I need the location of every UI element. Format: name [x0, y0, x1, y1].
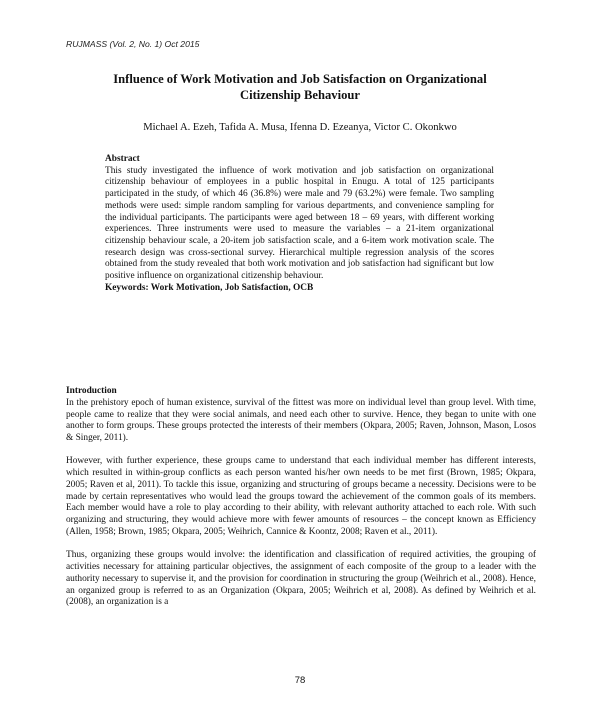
author-list: Michael A. Ezeh, Tafida A. Musa, Ifenna D. Ezeanya, Victor C. Okonkwo — [143, 122, 457, 133]
page-number: 78 — [294, 675, 306, 686]
abstract-text: This study investigated the influence of work motivation and job satisfaction on organizational citizenship behaviour of employees in a public hospital in Enugu. A total of 125 participants participated in the study, of which 46 (36.8%) were male and 79 (63.2%) were female. Two sampling methods were used: simple random sampling for various departments, and convenience sampling for the individual participants. The participants were aged between 18 – 69 years, with different working experiences. Three instruments were used to measure the variables – a 21-item organizational citizenship behaviour scale, a 20-item job satisfaction scale, and a 6-item work motivation scale. The research design was cross-sectional survey. Hierarchical multiple regression analysis of the scores obtained from the study revealed that both work motivation and job satisfaction had significant but low positive influence on organizational citizenship behaviour. — [105, 165, 494, 282]
paragraph-3: Thus, organizing these groups would involve: the identification and classification of required activities, the grouping of activities necessary for attaining particular objectives, the assignment of each composite of the group to a leader with the authority necessary to supervise it, and the provision for coordination in structuring the group (Weihrich et al., 2008). Hence, an organized group is referred to as an Organization (Okpara, 2005; Weihrich et al, 2008). As defined by Weihrich et al. (2008), an organization is a — [66, 550, 536, 608]
abstract-block — [105, 154, 494, 294]
paper-title — [66, 71, 534, 103]
introduction-heading: Introduction — [66, 386, 117, 396]
title-line-1: Influence of Work Motivation and Job Satisfaction on Organizational — [113, 72, 487, 86]
paragraph-2: However, with further experience, these groups came to understand that each individual member has different interests, which resulted in within-group conflicts as each person wanted his/her own needs to be met first (Brown, 1985; Okpara, 2005; Raven et al, 2011). To tackle this issue, organizing and structuring of groups became a necessity. Decisions were to be made by certain representatives who would lead the groups toward the achievement of the common goals of its members. Each member would have a role to play according to their ability, with relevant authority attached to each role. With such organizing and structuring, they would achieve more with fewer amounts of resources – the concept known as Efficiency (Allen, 1958; Brown, 1985; Okpara, 2005; Weihrich, Cannice & Koontz, 2008; Raven et al., 2011). — [66, 456, 536, 537]
running-head: RUJMASS (Vol. 2, No. 1) Oct 2015 — [66, 39, 200, 49]
paragraph-1: In the prehistory epoch of human existence, survival of the fittest was more on individual level than group level. With time, people came to realize that they were social animals, and need each other to survive. Hence, they began to unite with one another to form groups. These groups protected the interests of their members (Okpara, 2005; Raven, Johnson, Mason, Losos & Singer, 2011). — [66, 397, 536, 443]
keywords: Keywords: Work Motivation, Job Satisfaction, OCB — [105, 282, 314, 293]
title-line-2: Citizenship Behaviour — [239, 88, 360, 102]
body-text — [66, 386, 536, 621]
abstract-heading: Abstract — [105, 154, 140, 164]
